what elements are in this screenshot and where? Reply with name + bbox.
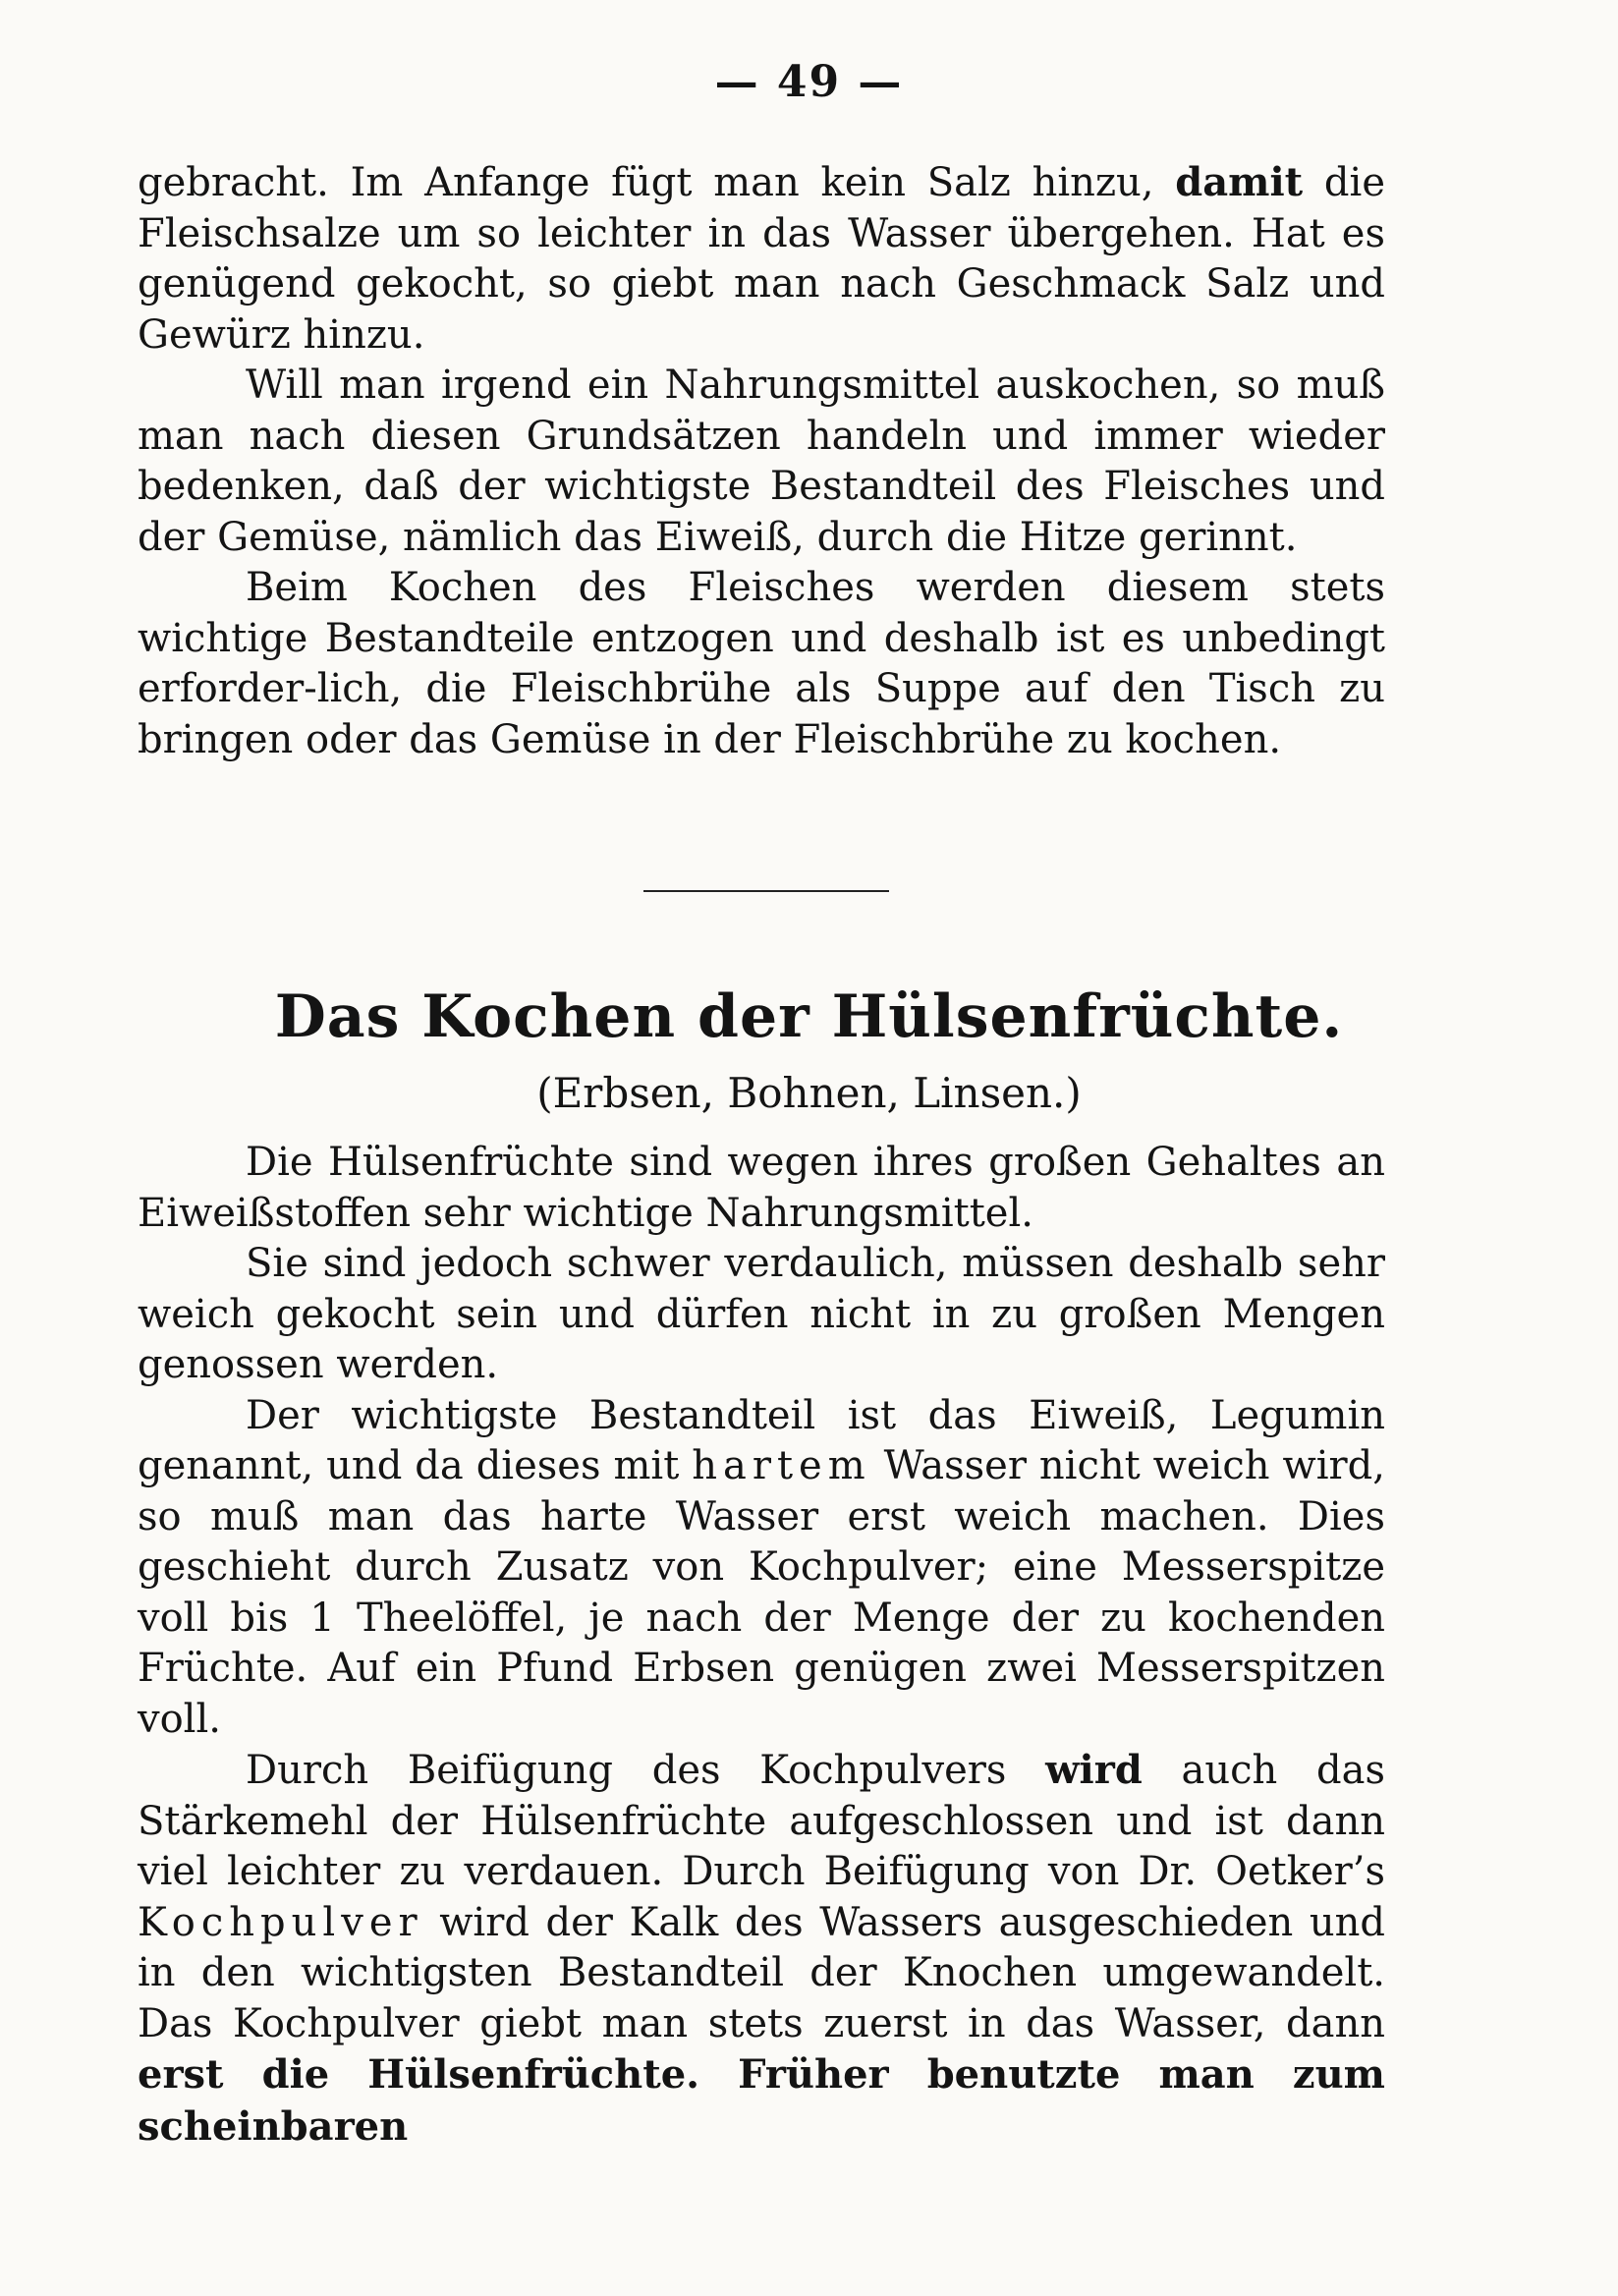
text-run: Wasser nicht weich wird, so muß man das harte Wasser erst weich machen. Dies geschieht durch Zusatz von Kochpulver; eine Messerspitze voll bis 1 Theelöffel, je nach der Menge der zu kochenden Früchte. Auf ein Pfund Erbsen genügen zwei Messerspitzen voll.: [138, 1443, 1385, 1742]
text-run: Durch Beifügung des Kochpulvers: [246, 1748, 1046, 1793]
paragraph: [138, 157, 1385, 361]
text-run: Beim Kochen des Fleisches werden diesem stets wichtige Bestandteile entzogen und deshalb ist es unbedingt erforder-lich, die Fleischbrühe als Suppe auf den Tisch zu bringen oder das Gemüse in der Fleischbrühe zu kochen.: [138, 565, 1385, 762]
page-number: — 49 —: [714, 57, 904, 107]
text-run: Sie sind jedoch schwer verdaulich, müssen deshalb sehr weich gekocht sein und dürfen nicht in zu großen Mengen genossen werden.: [138, 1241, 1385, 1387]
section-title: Das Kochen der Hülsenfrüchte.: [274, 982, 1344, 1051]
paragraph: [138, 563, 1385, 765]
text-run: Der wichtigste Bestandteil ist das Eiweiß, Legumin genannt, und da dieses mit: [138, 1392, 1385, 1488]
text-run: hartem: [692, 1443, 871, 1488]
paragraph: [138, 1745, 1385, 2153]
text-run: gebracht. Im Anfange fügt man kein Salz hinzu,: [138, 160, 1176, 205]
section-2-text: [138, 1138, 1385, 2153]
text-run: damit: [1175, 159, 1304, 205]
paragraph: [138, 1138, 1385, 1239]
text-run: Will man irgend ein Nahrungsmittel auskochen, so muß man nach diesen Grundsätzen handeln und immer wieder bedenken, daß der wichtigste Bestandteil des Fleisches und der Gemüse, nämlich das Eiweiß, durch die Hitze gerinnt.: [138, 363, 1385, 560]
text-run: wird der Kalk des Wassers ausgeschieden und in den wichtigsten Bestandteil der Knochen umgewandelt. Das Kochpulver giebt man stets zuerst in das Wasser, dann: [138, 1899, 1385, 2046]
section-divider: [643, 890, 889, 892]
paragraph: [138, 1391, 1385, 1746]
text-run: Die Hülsenfrüchte sind wegen ihres großen Gehaltes an Eiweißstoffen sehr wichtige Nahrungsmittel.: [138, 1140, 1385, 1236]
paragraph: [138, 1239, 1385, 1391]
text-run: die Fleischsalze um so leichter in das Wasser übergehen. Hat es genügend gekocht, so giebt man nach Geschmack Salz und Gewürz hinzu.: [138, 160, 1385, 358]
text-run: auch das Stärkemehl der Hülsenfrüchte aufgeschlossen und ist dann viel leichter zu verdauen. Durch Beifügung von Dr. Oetker’s: [138, 1748, 1386, 1894]
section-subtitle: (Erbsen, Bohnen, Linsen.): [536, 1069, 1082, 1117]
text-run: wird: [1045, 1747, 1143, 1793]
section-1-text: [138, 157, 1385, 765]
text-run: Kochpulver: [138, 1899, 423, 1945]
paragraph: [138, 361, 1385, 563]
text-run: erst die Hülsenfrüchte. Früher benutzte man zum scheinbaren: [138, 2051, 1385, 2150]
